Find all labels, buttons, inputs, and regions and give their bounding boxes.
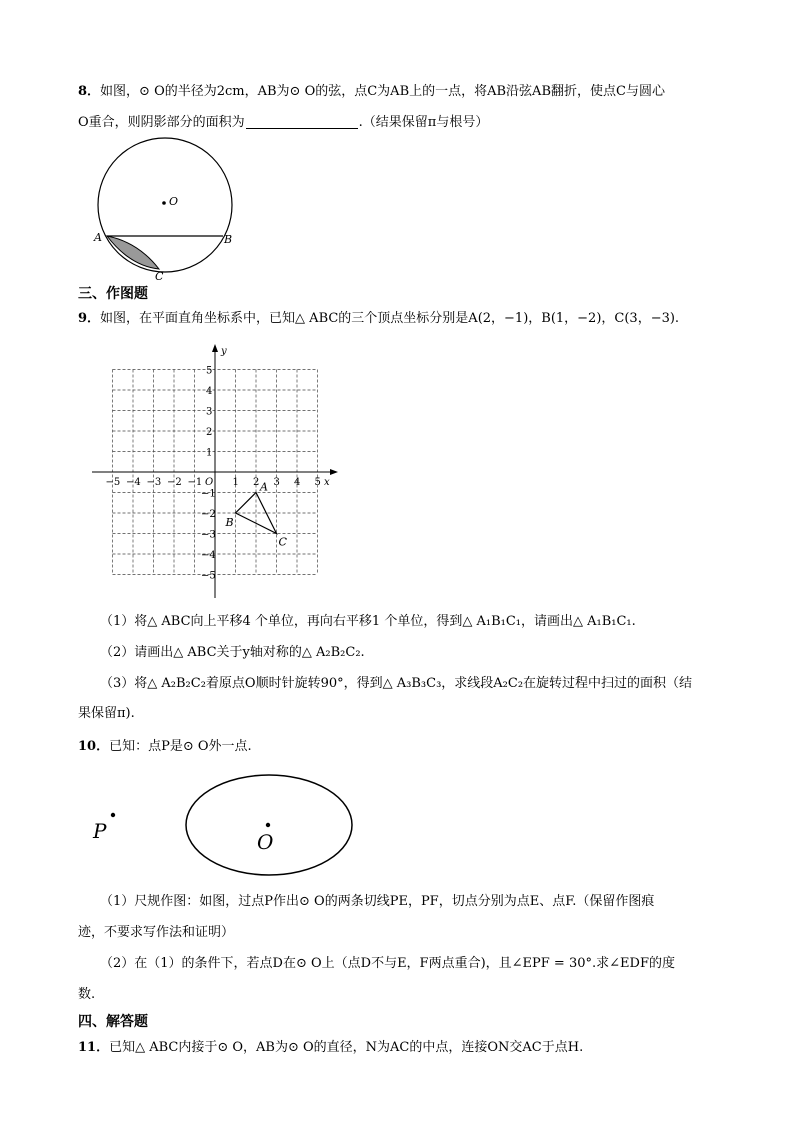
q8-label-c: C [155, 270, 164, 283]
q11-stem: 已知△ ABC内接于⊙ O，AB为⊙ O的直径，N为AC的中点，连接ON交AC于点H. [109, 1040, 584, 1055]
q9-y-tick-label: −4 [201, 550, 216, 561]
q9-x-tick-label: 5 [314, 477, 321, 488]
q10-stem-line [78, 737, 748, 757]
q8-text-1: 如图，⊙ O的半径为2cm，AB为⊙ O的弦，点C为AB上的一点，将AB沿弦AB翻折，使点C与圆心 [100, 84, 665, 99]
q9-y-tick-label: 5 [206, 365, 213, 377]
q9-y-tick-label: −1 [201, 488, 216, 500]
q10-figure [88, 770, 358, 880]
q10-point-p-dot [111, 813, 115, 817]
q9-y-tick-label: −3 [201, 529, 216, 541]
q8-text-2a: O重合，则阴影部分的面积为 [78, 115, 245, 130]
q8-center-dot [162, 201, 166, 205]
q9-x-tick-label: −1 [187, 477, 203, 488]
q8-answer-blank[interactable] [246, 114, 358, 129]
q9-x-tick-label: 3 [273, 477, 280, 488]
q9-y-tick-label: −2 [201, 509, 216, 520]
q9-x-axis-label: x [324, 477, 330, 488]
q9-x-tick-label: −4 [126, 477, 141, 488]
q9-y-tick-label: 1 [206, 447, 213, 459]
q9-label-a: A [260, 480, 268, 494]
q9-x-tick-label: 2 [253, 477, 260, 488]
section-3-title: 三、作图题 [78, 286, 148, 302]
q9-y-axis-arrow [212, 344, 218, 352]
q9-x-tick-label: −5 [105, 477, 121, 488]
q9-part3-line2: 果保留π). [78, 706, 135, 721]
q10-part2-line2: 数. [78, 987, 96, 1002]
q10-label-o: O [257, 830, 274, 854]
q10-center-dot [266, 823, 270, 827]
q10-part1-line1: （1）尺规作图：如图，过点P作出⊙ O的两条切线PE，PF，切点分别为点E、点F.（保留作图痕 [100, 894, 655, 909]
q8-label-a: A [94, 231, 102, 244]
q9-label-b: B [225, 516, 234, 529]
q9-x-tick-label: 4 [294, 477, 301, 488]
q9-x-tick-label: −2 [167, 477, 182, 488]
q8-line2 [78, 113, 748, 133]
q10-label-p: P [93, 819, 107, 843]
q10-number: 10． [78, 739, 110, 754]
q9-x-axis-arrow [330, 469, 338, 475]
q9-part2: （2）请画出△ ABC关于y轴对称的△ A₂B₂C₂. [100, 645, 365, 660]
q10-part1-line2: 迹，不要求写作法和证明） [78, 925, 235, 940]
q9-y-tick-label: 2 [206, 427, 213, 438]
q9-label-c: C [278, 535, 287, 549]
q9-y-tick-label: 3 [206, 406, 213, 418]
q9-stem-line [78, 309, 748, 329]
q11-number: 11． [78, 1040, 110, 1055]
q9-tick-labels [106, 366, 321, 582]
q9-x-tick-label: −3 [146, 477, 162, 488]
q8-label-b: B [224, 233, 233, 246]
q9-y-tick-label: −5 [201, 570, 216, 582]
q9-number: 9． [78, 311, 101, 326]
q10-stem: 已知：点P是⊙ O外一点. [109, 739, 252, 754]
q9-origin-label: O [205, 477, 214, 488]
q8-line1 [78, 82, 748, 102]
q8-label-o: O [169, 195, 179, 208]
q9-part3-line1: （3）将△ A₂B₂C₂着原点O顺时针旋转90°，得到△ A₃B₃C₃，求线段A₂C₂在旋转过程中扫过的面积（结 [100, 676, 693, 691]
q9-coordinate-grid [88, 340, 348, 602]
q8-number: 8． [78, 84, 101, 99]
q8-text-2b: .（结果保留π与根号） [358, 115, 489, 130]
q11-stem-line [78, 1038, 748, 1058]
q9-stem: 如图，在平面直角坐标系中，已知△ ABC的三个顶点坐标分别是A(2，−1)，B(1，−2)，C(3，−3). [100, 311, 680, 326]
q8-circle [98, 138, 232, 272]
q9-y-tick-label: 4 [206, 386, 213, 397]
q10-part2-line1: （2）在（1）的条件下，若点D在⊙ O上（点D不与E，F两点重合)，且∠EPF = 30°.求∠EDF的度 [100, 956, 675, 971]
q9-y-axis-label: y [221, 346, 227, 357]
q8-circle-figure [88, 140, 238, 283]
q9-x-tick-label: 1 [232, 477, 239, 488]
q9-part1: （1）将△ ABC向上平移4 个单位，再向右平移1 个单位，得到△ A₁B₁C₁，请画出△ A₁B₁C₁. [100, 614, 636, 629]
section-4-title: 四、解答题 [78, 1014, 148, 1030]
